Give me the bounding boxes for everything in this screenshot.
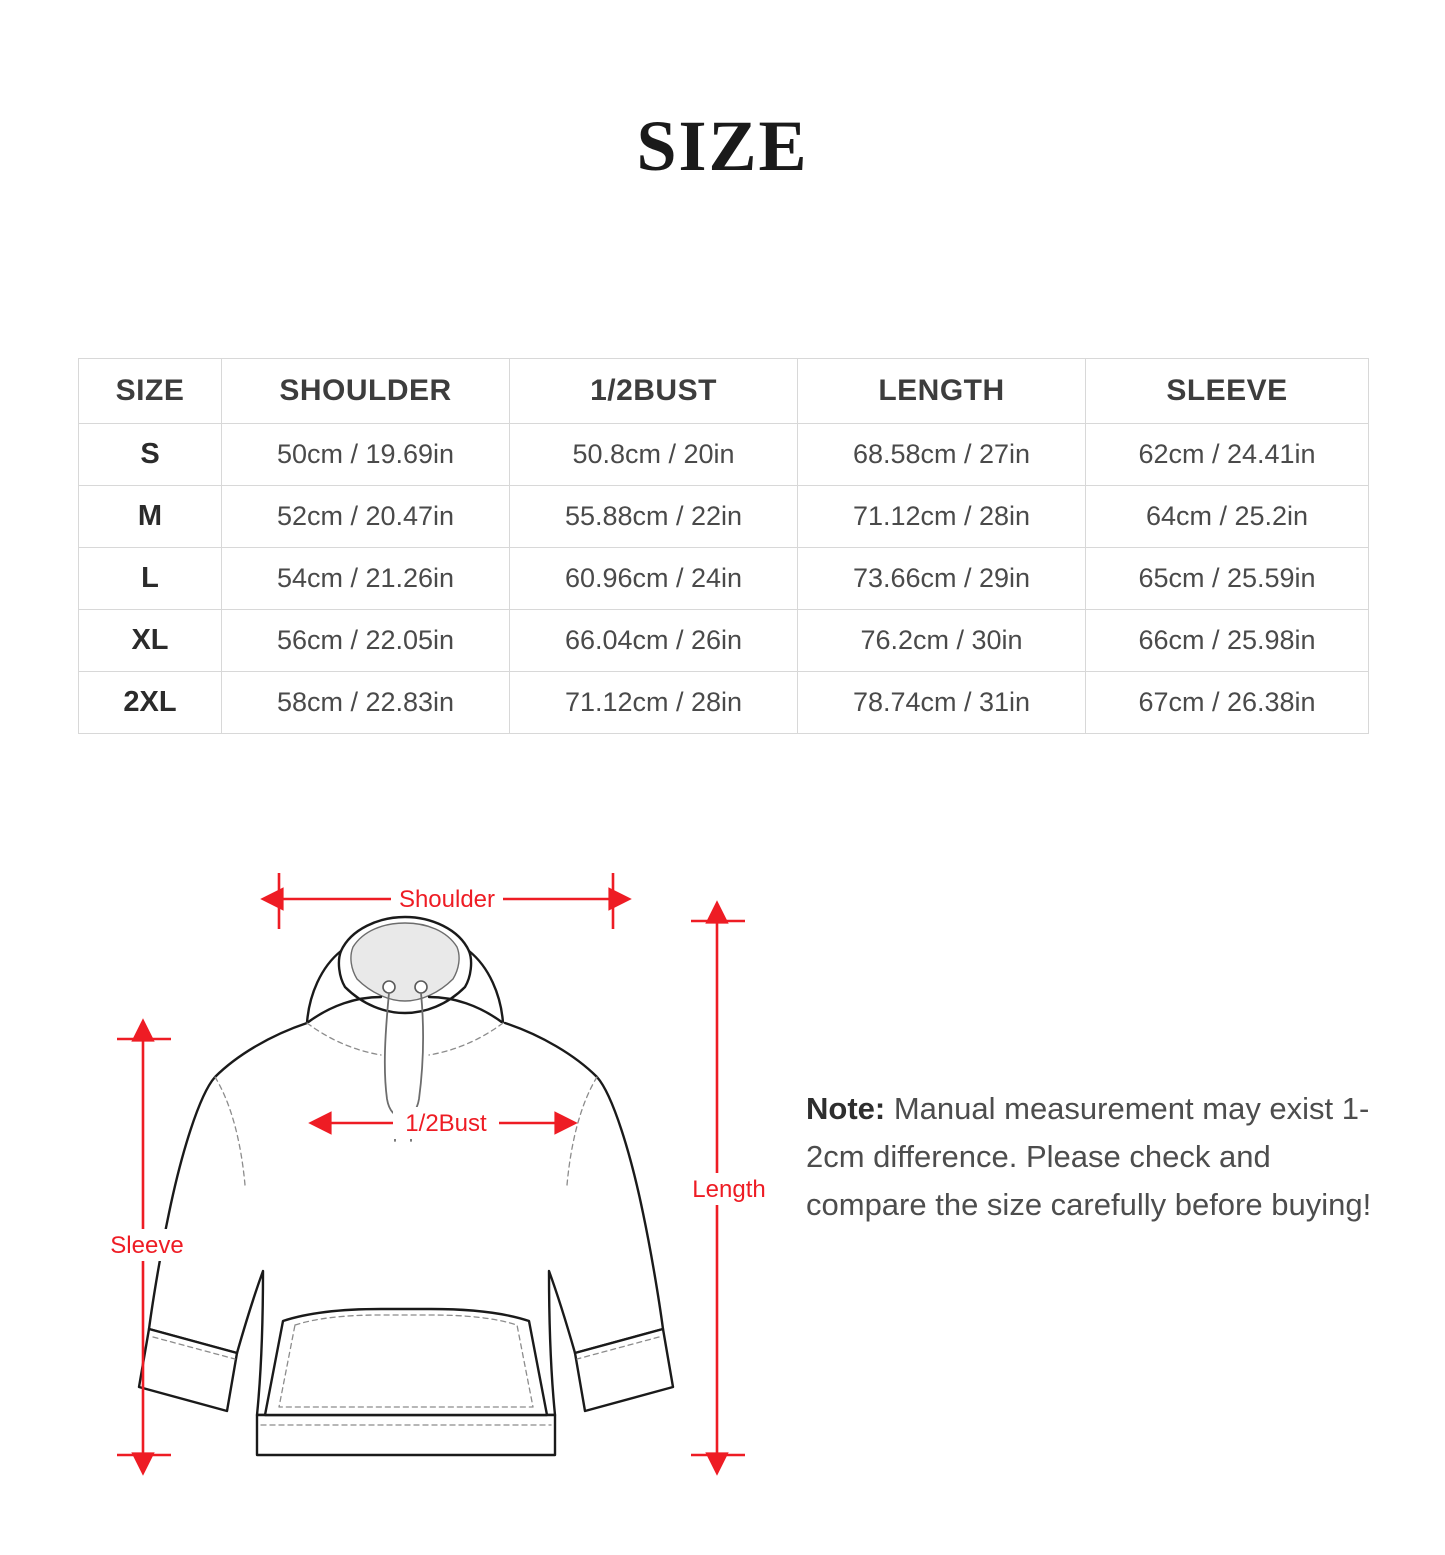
cell-length: 78.74cm / 31in [798, 672, 1086, 734]
column-header-shoulder: SHOULDER [222, 359, 510, 424]
table-row [79, 424, 1369, 486]
cell-bust: 66.04cm / 26in [510, 610, 798, 672]
cell-sleeve: 67cm / 26.38in [1086, 672, 1369, 734]
cell-size: M [79, 486, 222, 548]
bust-label: 1/2Bust [405, 1110, 487, 1137]
cell-sleeve: 65cm / 25.59in [1086, 548, 1369, 610]
cell-shoulder: 56cm / 22.05in [222, 610, 510, 672]
cell-bust: 55.88cm / 22in [510, 486, 798, 548]
shoulder-label: Shoulder [398, 886, 496, 913]
cell-sleeve: 64cm / 25.2in [1086, 486, 1369, 548]
cell-length: 73.66cm / 29in [798, 548, 1086, 610]
note-body: Manual measurement may exist 1-2cm difference. Please check and compare the size carefully before buying! [806, 1091, 1372, 1223]
cell-sleeve: 66cm / 25.98in [1086, 610, 1369, 672]
cell-bust: 50.8cm / 20in [510, 424, 798, 486]
cell-length: 76.2cm / 30in [798, 610, 1086, 672]
table-header-row [79, 359, 1369, 424]
cell-shoulder: 54cm / 21.26in [222, 548, 510, 610]
cell-size: 2XL [79, 672, 222, 734]
table-row [79, 672, 1369, 734]
cell-shoulder: 58cm / 22.83in [222, 672, 510, 734]
cell-size: XL [79, 610, 222, 672]
page-title: SIZE [636, 106, 809, 186]
cell-bust: 71.12cm / 28in [510, 672, 798, 734]
note-text [806, 1085, 1376, 1229]
cell-length: 71.12cm / 28in [798, 486, 1086, 548]
cell-bust: 60.96cm / 24in [510, 548, 798, 610]
measurement-diagram [95, 855, 775, 1485]
cell-size: L [79, 548, 222, 610]
column-header-length: LENGTH [798, 359, 1086, 424]
length-label: Length [692, 1176, 766, 1203]
table-row [79, 548, 1369, 610]
cell-shoulder: 52cm / 20.47in [222, 486, 510, 548]
column-header-bust: 1/2BUST [510, 359, 798, 424]
cell-shoulder: 50cm / 19.69in [222, 424, 510, 486]
column-header-sleeve: SLEEVE [1086, 359, 1369, 424]
cell-size: S [79, 424, 222, 486]
note-prefix: Note: [806, 1091, 886, 1126]
table-row [79, 486, 1369, 548]
size-chart-table [78, 358, 1369, 734]
column-header-size: SIZE [79, 359, 222, 424]
cell-length: 68.58cm / 27in [798, 424, 1086, 486]
cell-sleeve: 62cm / 24.41in [1086, 424, 1369, 486]
sleeve-label: Sleeve [110, 1232, 184, 1259]
table-row [79, 610, 1369, 672]
size-chart-table-container [78, 358, 1368, 734]
hoodie-illustration [139, 917, 673, 1455]
